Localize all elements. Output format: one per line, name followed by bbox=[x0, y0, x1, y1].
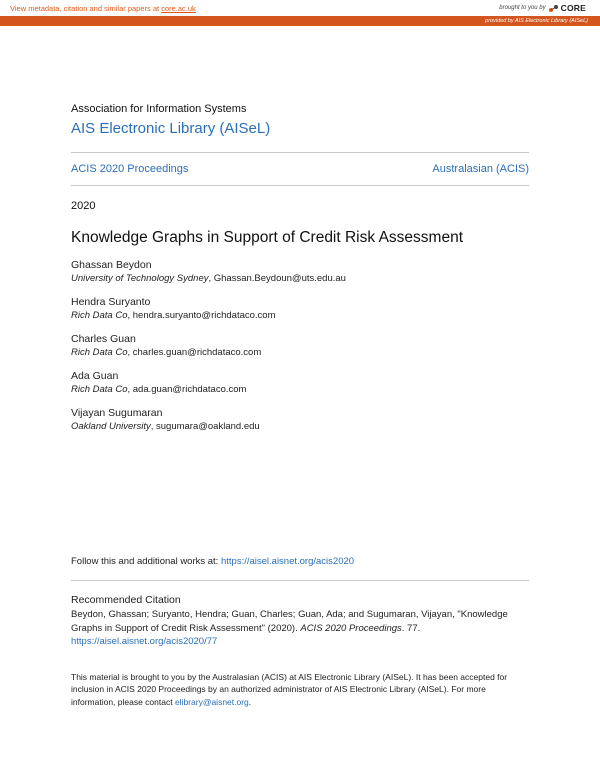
author-affiliation bbox=[71, 420, 531, 433]
affiliation-name: Rich Data Co bbox=[71, 347, 128, 358]
contact-email-link[interactable]: elibrary@aisnet.org bbox=[174, 696, 249, 707]
region-link[interactable]: Australasian (ACIS) bbox=[432, 163, 529, 175]
divider bbox=[71, 152, 529, 153]
citation-number: . 77. bbox=[401, 622, 421, 634]
author-entry bbox=[71, 332, 531, 369]
author-name: Ada Guan bbox=[71, 370, 119, 382]
divider bbox=[71, 580, 529, 581]
notice-end: . bbox=[248, 696, 252, 707]
author-name: Charles Guan bbox=[71, 333, 136, 345]
core-metadata-link[interactable] bbox=[10, 4, 196, 13]
divider bbox=[71, 185, 529, 186]
recommended-citation bbox=[71, 608, 531, 649]
notice-text: This material is brought to you by the Australasian (ACIS) at AIS Electronic Library (AISeL). It has been accepted for inclusion in ACIS 2020 Proceedings by an authorized administrator of AIS Electronic Library (AISeL). For more information, please contact bbox=[71, 672, 508, 707]
library-link[interactable]: AIS Electronic Library (AISeL) bbox=[71, 120, 271, 137]
author-email: , hendra.suryanto@richdataco.com bbox=[127, 310, 276, 321]
author-affiliation bbox=[71, 346, 531, 359]
affiliation-name: Rich Data Co bbox=[71, 310, 128, 321]
author-email: , ada.guan@richdataco.com bbox=[127, 384, 247, 395]
core-domain-link[interactable]: core.ac.uk bbox=[161, 4, 196, 13]
author-affiliation bbox=[71, 272, 531, 285]
recommended-citation-heading: Recommended Citation bbox=[71, 594, 181, 606]
follow-line bbox=[71, 556, 354, 567]
core-logo-icon bbox=[548, 4, 559, 13]
affiliation-name: Rich Data Co bbox=[71, 384, 128, 395]
author-list bbox=[71, 258, 531, 443]
author-entry bbox=[71, 258, 531, 295]
author-email: , charles.guan@richdataco.com bbox=[127, 347, 262, 358]
proceedings-link[interactable]: ACIS 2020 Proceedings bbox=[71, 163, 189, 175]
follow-text: Follow this and additional works at: bbox=[71, 556, 221, 567]
core-badge[interactable] bbox=[499, 3, 586, 13]
citation-text: Beydon, Ghassan; Suryanto, Hendra; Guan, Charles; Guan, Ada; and Sugumaran, Vijayan, "Knowledge Graphs in Support of Credit Risk Assessment" (2020). bbox=[71, 609, 508, 634]
author-affiliation bbox=[71, 383, 531, 396]
citation-journal: ACIS 2020 Proceedings bbox=[300, 622, 402, 634]
author-name: Ghassan Beydon bbox=[71, 259, 152, 271]
author-email: , sugumara@oakland.edu bbox=[150, 421, 260, 432]
provided-by-bar bbox=[0, 16, 600, 26]
author-name: Hendra Suryanto bbox=[71, 296, 151, 308]
affiliation-name: Oakland University bbox=[71, 421, 151, 432]
citation-link[interactable]: https://aisel.aisnet.org/acis2020/77 bbox=[71, 636, 218, 647]
author-affiliation bbox=[71, 309, 531, 322]
paper-title: Knowledge Graphs in Support of Credit Risk Assessment bbox=[71, 229, 463, 246]
author-entry bbox=[71, 295, 531, 332]
affiliation-name: University of Technology Sydney bbox=[71, 273, 209, 284]
publication-year: 2020 bbox=[71, 200, 96, 212]
brought-by-text: brought to you by bbox=[499, 5, 546, 11]
association-name: Association for Information Systems bbox=[71, 103, 247, 115]
author-entry bbox=[71, 406, 531, 443]
top-bar bbox=[0, 0, 600, 16]
author-name: Vijayan Sugumaran bbox=[71, 407, 163, 419]
collection-link[interactable]: https://aisel.aisnet.org/acis2020 bbox=[220, 556, 355, 567]
provided-by-text[interactable]: provided by AIS Electronic Library (AISeL) bbox=[485, 17, 588, 24]
author-entry bbox=[71, 369, 531, 406]
access-notice bbox=[71, 671, 531, 708]
core-metadata-link-text[interactable]: View metadata, citation and similar papers at bbox=[10, 4, 162, 13]
author-email: , Ghassan.Beydoun@uts.edu.au bbox=[208, 273, 346, 284]
core-logo-text: CORE bbox=[560, 3, 586, 13]
